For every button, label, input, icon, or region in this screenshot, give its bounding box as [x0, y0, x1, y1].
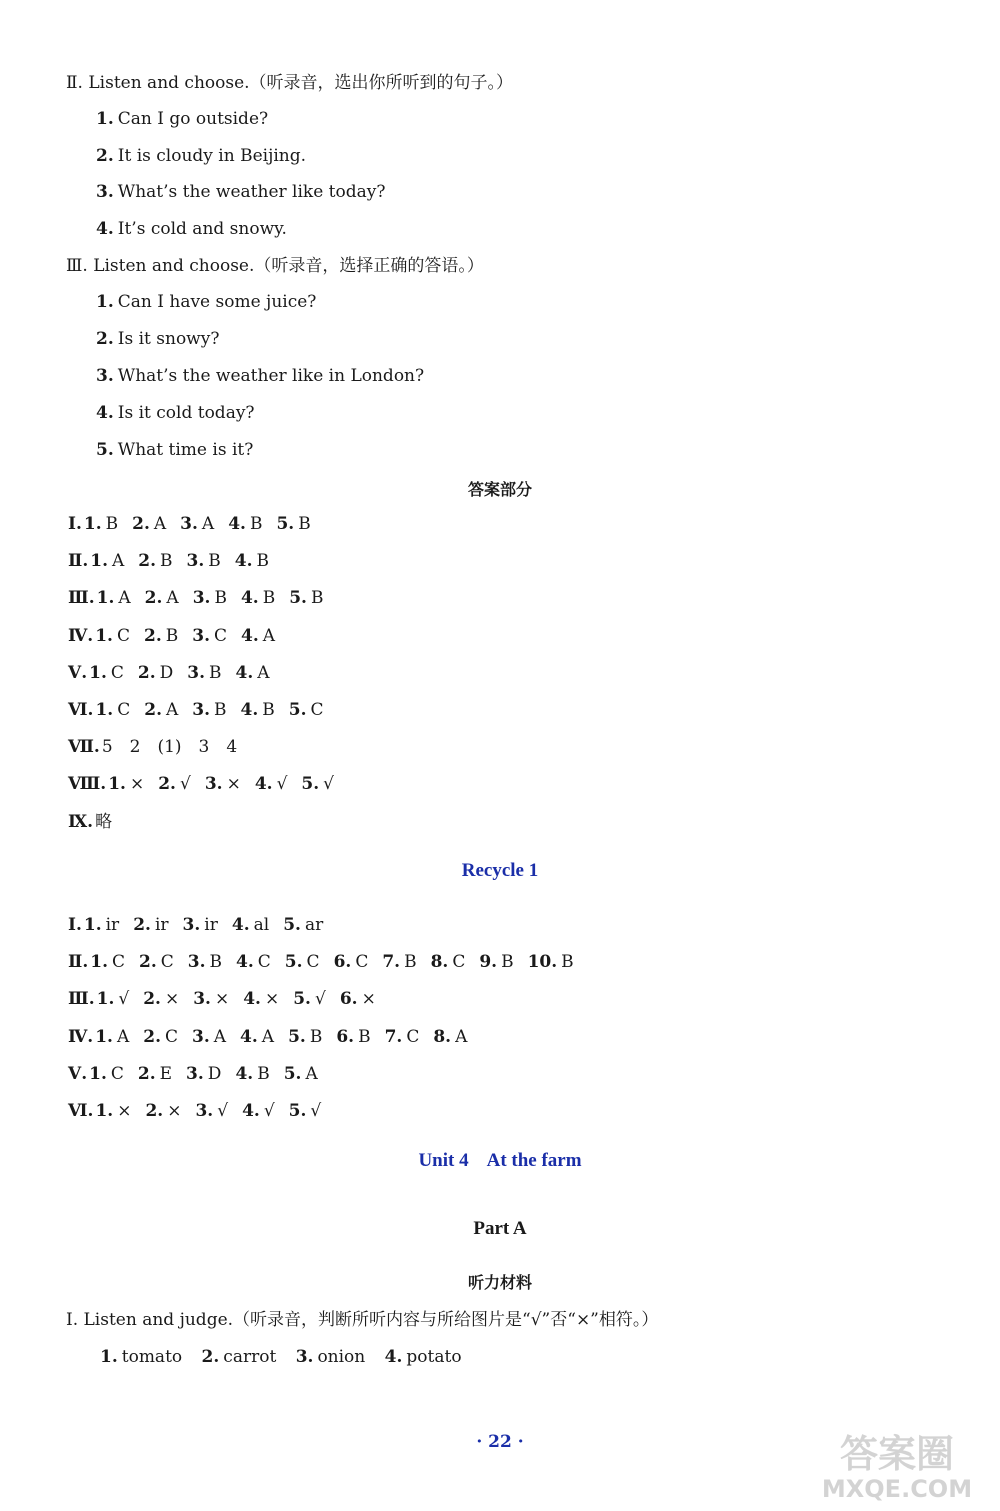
answer-pair: 4. ×	[243, 989, 280, 1010]
roman-numeral: Ⅰ.	[68, 514, 82, 534]
answer-pair: 1. B	[83, 514, 119, 534]
answer-pair: 2. C	[143, 1026, 179, 1047]
answer-pair: 8. C	[430, 952, 466, 973]
answer-pair: 1. ×	[108, 774, 145, 795]
roman-numeral: Ⅰ.	[68, 915, 82, 935]
roman-numeral: Ⅶ.	[68, 737, 100, 758]
section-3-item-5: 5. What time is it?	[96, 440, 254, 460]
unit-4-section-1-items	[100, 1346, 476, 1368]
answer-pair: 4. C	[236, 952, 271, 973]
section-2-item-1: 1. Can I go outside?	[96, 109, 269, 129]
section-2-item-4: 4. It’s cold and snowy.	[96, 219, 287, 239]
roman-numeral: Ⅸ.	[68, 811, 94, 832]
page-number: · 22 ·	[476, 1432, 524, 1452]
section-3-item-1: 1. Can I have some juice?	[96, 292, 317, 312]
answer-pair: 1. C	[89, 662, 124, 683]
answer-pair: 1. C	[95, 700, 131, 720]
vocab-item: 1. tomato	[100, 1347, 183, 1367]
roman-numeral: Ⅳ.	[68, 625, 94, 646]
answer-pair: 3. √	[195, 1101, 229, 1121]
answer-pair: 2. E	[137, 1063, 173, 1084]
answer-pair: 2. B	[138, 551, 173, 572]
section-3-item-4: 4. Is it cold today?	[96, 403, 255, 423]
answer-pair: 5. C	[284, 952, 320, 973]
answer-pair: 4. B	[235, 1063, 270, 1084]
answer-pair: 3. ir	[182, 915, 218, 935]
answer-text: 5 2 (1) 3 4	[101, 737, 238, 758]
answer-pair: 3. A	[180, 514, 215, 534]
answer-pair: 2. A	[132, 514, 167, 534]
watermark-logo	[802, 1425, 992, 1505]
answer-row	[68, 773, 348, 795]
answer-pair: 3. B	[192, 588, 227, 609]
recycle-row	[68, 1026, 481, 1048]
recycle-row	[68, 988, 390, 1010]
answer-row	[68, 625, 289, 647]
part-a-title: Part A	[473, 1218, 527, 1239]
recycle-row	[68, 951, 588, 973]
answer-pair: 9. B	[479, 952, 514, 973]
answer-pair: 1. C	[95, 625, 130, 646]
answer-pair: 3. D	[186, 1063, 222, 1084]
answer-pair: 1. C	[89, 1063, 124, 1084]
answer-pair: 3. ×	[193, 989, 230, 1010]
answer-pair: 4. B	[228, 514, 263, 534]
answer-section-heading: 答案部分	[467, 480, 532, 499]
roman-numeral: Ⅷ.	[68, 774, 107, 795]
answer-pair: 5. ar	[283, 915, 324, 935]
roman-numeral: Ⅴ.	[68, 1063, 88, 1084]
answer-pair: 1. ir	[83, 915, 120, 935]
answer-pair: 2. A	[144, 700, 179, 720]
answer-pair: 1. ×	[95, 1101, 132, 1121]
answer-pair: 5. √	[293, 989, 326, 1010]
recycle-row	[68, 1063, 332, 1085]
answer-pair: 2. B	[143, 625, 179, 646]
answer-pair: 3. B	[186, 551, 221, 572]
answer-pair: 1. C	[90, 952, 126, 973]
answer-pair: 4. al	[231, 915, 270, 935]
answer-pair: 6. C	[333, 952, 369, 973]
answer-pair: 10. B	[527, 952, 574, 973]
answer-pair: 4. B	[240, 700, 275, 720]
unit-4-title: Unit 4 At the farm	[418, 1150, 582, 1171]
watermark-site-text: MXQE.COM	[821, 1475, 973, 1503]
answer-pair: 7. C	[384, 1026, 420, 1047]
answer-pair: 8. A	[433, 1026, 468, 1047]
roman-numeral: Ⅲ.	[68, 588, 95, 609]
vocab-item: 2. carrot	[201, 1347, 277, 1367]
answer-row	[68, 587, 337, 609]
watermark-logo-text: 答案圈	[839, 1432, 955, 1476]
answer-pair: 2. C	[139, 952, 174, 973]
section-3-item-2: 2. Is it snowy?	[96, 329, 220, 349]
answer-pair: 5. B	[289, 588, 324, 609]
answer-pair: 2. ×	[143, 989, 180, 1010]
recycle-row	[68, 914, 337, 936]
roman-numeral: Ⅱ.	[68, 952, 89, 973]
answer-pair: 3. A	[192, 1026, 227, 1047]
answer-text: 略	[95, 811, 113, 832]
answer-pair: 3. B	[187, 952, 223, 973]
answer-pair: 5. B	[288, 1026, 323, 1047]
recycle-row	[68, 1100, 335, 1122]
answer-row	[68, 811, 112, 833]
roman-numeral: Ⅳ.	[68, 1026, 94, 1047]
unit-4-section-1-heading: Ⅰ. Listen and judge.（听录音，判断所听内容与所给图片是“√”否“×”相符。）	[66, 1310, 659, 1330]
answer-pair: 7. B	[382, 952, 417, 973]
answer-pair: 2. ×	[145, 1101, 182, 1121]
answer-pair: 2. A	[144, 588, 179, 609]
recycle-title: Recycle 1	[461, 860, 539, 881]
answer-pair: 5. C	[288, 700, 324, 720]
answer-pair: 2. ir	[133, 915, 169, 935]
section-3-heading: Ⅲ. Listen and choose.（听录音，选择正确的答语。）	[66, 256, 484, 276]
section-2-heading: Ⅱ. Listen and choose.（听录音，选出你所听到的句子。）	[66, 73, 514, 93]
answer-pair: 4. √	[254, 774, 288, 795]
vocab-item: 3. onion	[295, 1347, 366, 1367]
answer-pair: 5. √	[301, 774, 334, 795]
section-2-item-2: 2. It is cloudy in Beijing.	[96, 146, 307, 166]
answer-pair: 3. C	[192, 625, 227, 646]
answer-pair: 3. B	[192, 700, 227, 720]
answer-pair: 4. B	[234, 551, 270, 572]
answer-row	[68, 550, 283, 572]
answer-row	[68, 699, 338, 721]
answer-pair: 5. A	[283, 1063, 318, 1084]
answer-pair: 4. A	[240, 1026, 275, 1047]
roman-numeral: Ⅱ.	[68, 551, 89, 572]
answer-pair: 4. A	[241, 625, 276, 646]
listening-material-heading: 听力材料	[467, 1273, 532, 1292]
answer-pair: 5. √	[288, 1101, 322, 1121]
roman-numeral: Ⅵ.	[68, 700, 94, 720]
roman-numeral: Ⅴ.	[68, 662, 88, 683]
answer-pair: 1. A	[95, 1026, 130, 1047]
answer-pair: 5. B	[276, 514, 311, 534]
answer-pair: 4. A	[235, 662, 270, 683]
answer-pair: 4. B	[240, 588, 276, 609]
answer-pair: 3. B	[187, 662, 222, 683]
answer-row	[68, 736, 237, 758]
section-2-item-3: 3. What’s the weather like today?	[96, 182, 386, 202]
answer-pair: 1. √	[96, 989, 130, 1010]
answer-pair: 6. B	[336, 1026, 371, 1047]
section-3-item-3: 3. What’s the weather like in London?	[96, 366, 425, 386]
answer-pair: 1. A	[90, 551, 125, 572]
answer-pair: 1. A	[96, 588, 131, 609]
answer-row	[68, 662, 284, 684]
roman-numeral: Ⅵ.	[68, 1101, 94, 1121]
answer-pair: 2. √	[158, 774, 191, 795]
answer-pair: 4. √	[242, 1101, 275, 1121]
roman-numeral: Ⅲ.	[68, 989, 95, 1010]
answer-pair: 3. ×	[204, 774, 241, 795]
answer-row	[68, 513, 325, 535]
answer-pair: 6. ×	[339, 989, 376, 1010]
answer-pair: 2. D	[137, 662, 174, 683]
vocab-item: 4. potato	[384, 1347, 462, 1367]
